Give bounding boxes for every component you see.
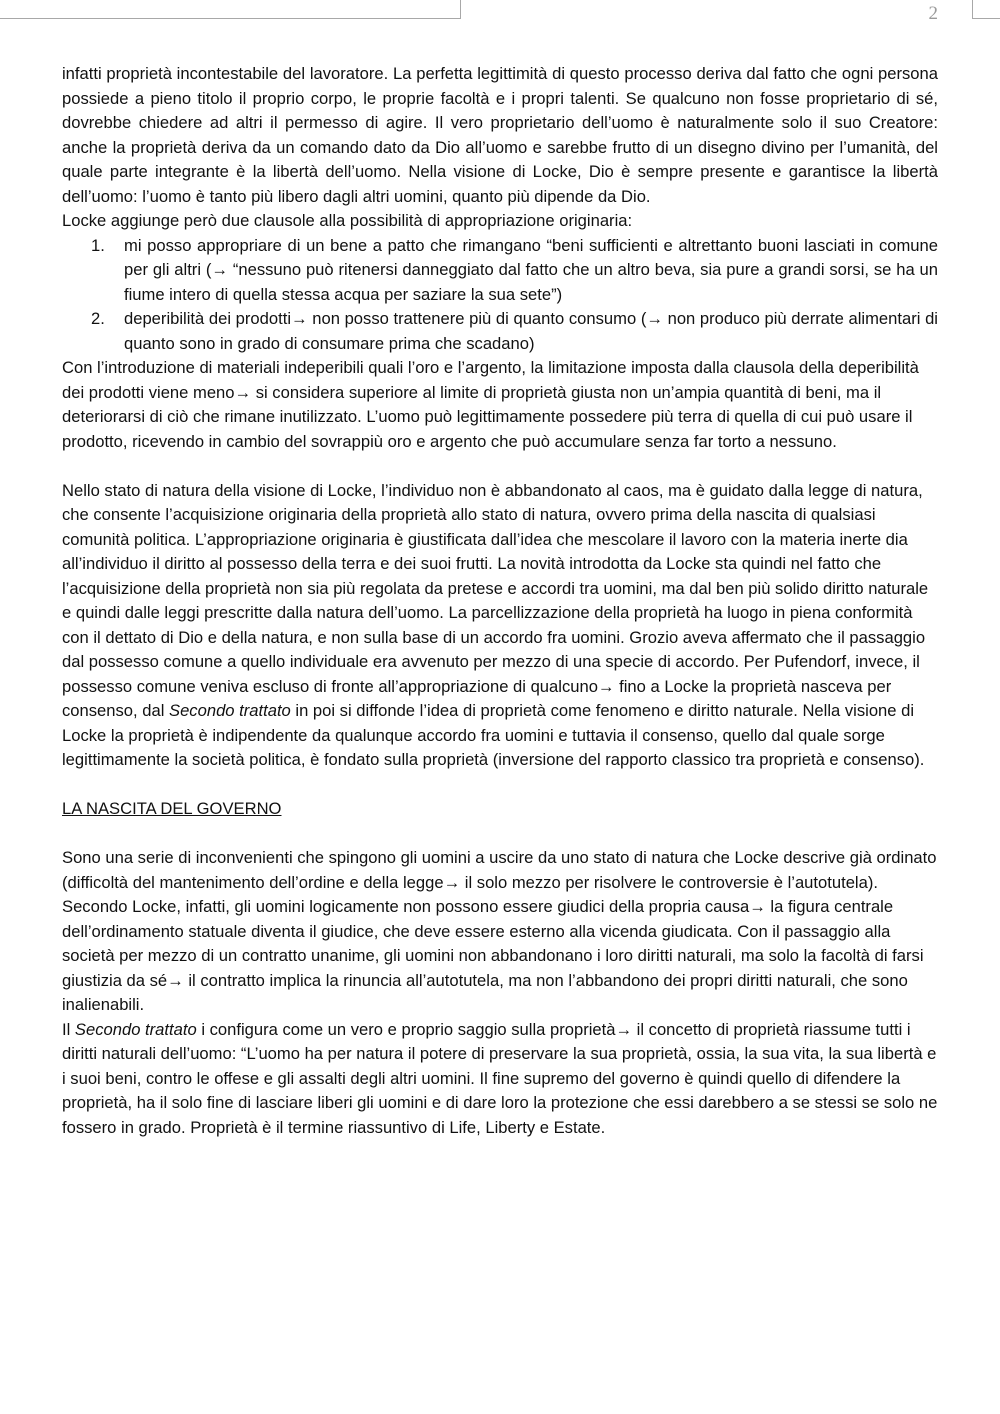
section-heading: LA NASCITA DEL GOVERNO	[62, 799, 282, 818]
paragraph: infatti proprietà incontestabile del lavoratore. La perfetta legittimità di questo processo deriva dal fatto che ogni persona possiede a pieno titolo il proprio corpo, le proprie facoltà e i propri talenti. Se qualcuno non fosse proprietario di sé, dovrebbe chiedere ad altri il permesso di agire. Il vero proprietario dell’uomo è naturalmente solo il suo Creatore: anche la proprietà deriva da un comando dato da Dio all’uomo e sarebbe frutto di un disegno divino per l’umanità, del quale parte integrante è la libertà dell’uomo. Nella visione di Locke, Dio è sempre presente e garantisce la libertà dell’uomo: l’uomo è tanto più libero dagli altri uomini, quanto più dipende da Dio.	[62, 64, 938, 206]
list-item-text: deperibilità dei prodotti→ non posso trattenere più di quanto consumo (→ non produco più derrate alimentari di quanto sono in grado di consumare prima che scadano)	[124, 309, 938, 353]
list-item-number: 2.	[91, 309, 105, 328]
header-border-line	[460, 0, 461, 19]
paragraph: Con l’introduzione di materiali indeperibili quali l’oro e l’argento, la limitazione imposta dalla clausola della deperibilità dei prodotti viene meno→ si considera superiore al limite di proprietà giusta non un’ampia quantità di beni, ma il deteriorarsi di ciò che rimane inutilizzato. L’uomo può legittimamente possedere più terra di quella di cui può usare il prodotto, ricevendo in cambio del sovrappiù oro e argento che può accumulare senza far torto a nessuno.	[62, 358, 919, 451]
paragraph	[62, 1018, 938, 1141]
list-item	[91, 234, 938, 308]
list-item	[91, 307, 938, 356]
paragraph-text: Nello stato di natura della visione di Locke, l’individuo non è abbandonato al caos, ma è guidato dalla legge di natura, che consente l’acquisizione originaria della proprietà allo stato di natura, ovvero prima della nascita di qualsiasi comunità politica. L’appropriazione originaria è giustificata dall’idea che mescolare il lavoro con la materia inerte dia all’individuo il diritto al possesso della terra e dei suoi frutti. La novità introdotta da Locke sta quindi nel fatto che l’acquisizione della proprietà non sia più regolata da pretese e accordi tra uomini, ma dal ben più solido diritto naturale e quindi dalle leggi prescritte dalla natura dell’uomo. La parcellizzazione della proprietà ha luogo in piena conformità con il dettato di Dio e della natura, e non sulla base di un accordo fra uomini. Grozio aveva affermato che il passaggio dal possesso comune a quello individuale era avvenuto per mezzo di una specie di accordo. Per Pufendorf, invece, il possesso comune veniva escluso di fronte all’appropriazione di qualcuno→ fino a Locke la proprietà nasceva per consenso, dal	[62, 480, 929, 720]
header-border-line	[0, 18, 461, 19]
book-title: Secondo trattato	[74, 1019, 197, 1039]
list-item-text: mi posso appropriare di un bene a patto che rimangano “beni sufficienti e altrettanto buoni lasciati in comune per gli altri (→ “nessuno può ritenersi danneggiato dal fatto che un altro beva, sia pure a grandi sorsi, se ha un fiume intero di quella stessa acqua per saziare la sua sete”)	[124, 235, 938, 304]
numbered-list	[62, 234, 938, 357]
paragraph-text: Il	[62, 1019, 75, 1039]
paragraph: Locke aggiunge però due clausole alla possibilità di appropriazione originaria:	[62, 211, 633, 230]
paragraph-spacer	[62, 773, 938, 798]
list-item-number: 1.	[91, 235, 105, 255]
header-border-line	[972, 0, 973, 19]
header-border-line	[972, 18, 1000, 19]
paragraph: Sono una serie di inconvenienti che spingono gli uomini a uscire da uno stato di natura che Locke descrive già ordinato (difficoltà del mantenimento dell’ordine e della legge→ il solo mezzo per risolvere le controversie è l’autotutela). Secondo Locke, infatti, gli uomini logicamente non possono essere giudici della propria causa→ la figura centrale dell’ordinamento statuale diventa il giudice, che deve essere esterno alla vicenda giudicata. Con il passaggio alla società per mezzo di un contratto unanime, gli uomini non abbandonano i loro diritti naturali, ma solo la facoltà di farsi giustizia da sé→ il contratto implica la rinuncia all’autotutela, ma non l’abbandono dei propri diritti naturali, che sono inalienabili.	[62, 848, 937, 1014]
book-title: Secondo trattato	[169, 701, 291, 720]
paragraph-text: in poi si diffonde l’idea di proprietà come fenomeno e diritto naturale. Nella visione di Locke la proprietà è indipendente da qualunque accordo fra uomini e tuttavia il consenso, quello dal quale sorge legittimamente la società politica, è fondato sulla proprietà (inversione del rapporto classico tra proprietà e consenso).	[62, 701, 925, 769]
paragraph	[62, 479, 938, 773]
paragraph-spacer	[62, 822, 938, 847]
document-body	[62, 62, 938, 1140]
paragraph-spacer	[62, 454, 938, 479]
paragraph-text: i configura come un vero e proprio saggio sulla proprietà→ il concetto di proprietà riassume tutti i diritti naturali dell’uomo: “L’uomo ha per natura il potere di preservare la sua proprietà, ossia, la sua vita, la sua libertà e i suoi beni, contro le offese e gli assalti degli altri uomini. Il fine supremo del governo è quindi quello di difendere la proprietà, ha il solo fine di lasciare liberi gli uomini e di dare loro la protezione che essi darebbero a se stessi se solo ne fossero in grado. Proprietà è il termine riassuntivo di Life, Liberty e Estate.	[62, 1019, 938, 1137]
page-number: 2	[928, 3, 938, 24]
